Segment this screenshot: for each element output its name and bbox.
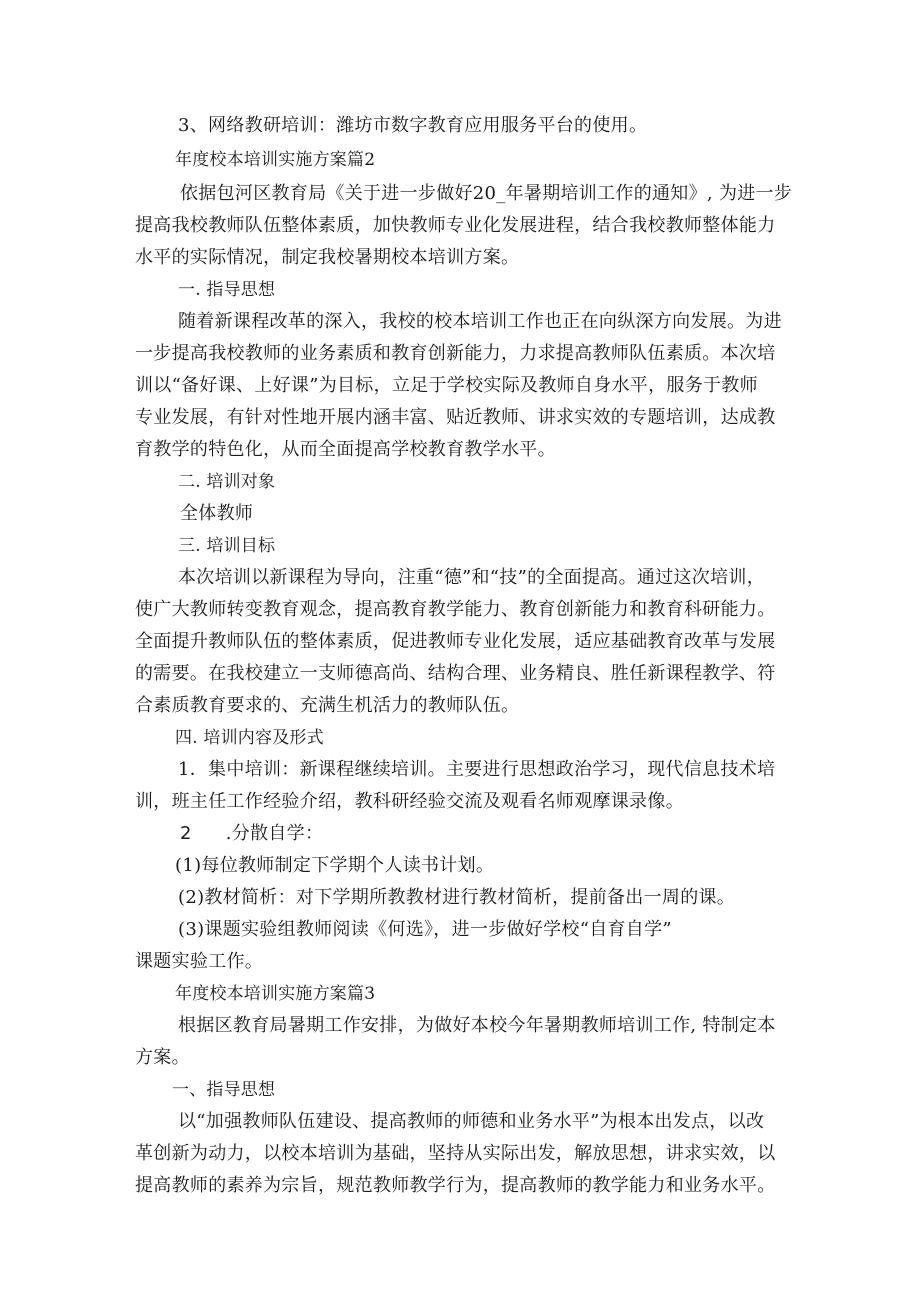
paragraph-line: 育教学的特色化，从而全面提高学校教育教学水平。 [135,439,556,460]
list-item: (1)每位教师制定下学期个人读书计划。 [175,855,495,876]
paragraph-line: 提高教师的素养为宗旨，规范教师教学行为，提高教师的教学能力和业务水平。 [135,1175,776,1196]
paragraph-line: 革创新为动力，以校本培训为基础，坚持从实际出发，解放思想，讲求实效，以 [135,1143,776,1164]
paragraph-line: 一步提高我校教师的业务素质和教育创新能力，力求提高教师队伍素质。本次培 [135,343,776,364]
heading-guiding-idea-2: 一、指导思想 [172,1080,276,1100]
paragraph-line: 随着新课程改革的深入，我校的校本培训工作也正在向纵深方向发展。为进 [178,311,782,332]
list-item-label: .分散自学： [225,823,324,844]
paragraph-line: 训，班主任工作经验介绍，教科研经验交流及观看名师观摩课录像。 [135,791,684,812]
paragraph-line: 合素质教育要求的、充满生机活力的教师队伍。 [135,695,520,716]
paragraph-line: 课题实验工作。 [135,951,264,972]
heading-guiding-idea: 一. 指导思想 [178,280,276,300]
paragraph-line: 本次培训以新课程为导向，注重“德”和“技”的全面提高。通过这次培训， [178,567,766,588]
list-item-self-study [180,822,323,846]
paragraph-line: 方案。 [135,1047,190,1068]
heading-training-target: 二. 培训对象 [178,472,276,492]
heading-training-goal: 三. 培训目标 [178,536,276,556]
paragraph-line: 专业发展，有针对性地开展内涵丰富、贴近教师、讲求实效的专题培训，达成教 [135,407,776,428]
paragraph-line: 训以“备好课、上好课”为目标，立足于学校实际及教师自身水平，服务于教师 [135,375,758,396]
paragraph-line: 提高我校教师队伍整体素质，加快教师专业化发展进程，结合我校教师整体能力 [135,215,776,236]
paragraph-line: 根据区教育局暑期工作安排，为做好本校今年暑期教师培训工作, 特制定本 [178,1015,776,1036]
list-number: 2 [180,823,192,844]
paragraph-line: 以“加强教师队伍建设、提高教师的师德和业务水平”为根本出发点，以改 [178,1111,765,1132]
section-title-part3: 年度校本培训实施方案篇3 [175,984,376,1004]
paragraph-line: 水平的实际情况，制定我校暑期校本培训方案。 [135,247,520,268]
heading-training-content: 四. 培训内容及形式 [175,728,324,748]
paragraph-line: 全体教师 [180,503,254,524]
paragraph-line: 使广大教师转变教育观念，提高教育教学能力、教育创新能力和教育科研能力。 [135,599,776,620]
paragraph-line: 1．集中培训：新课程继续培训。主要进行思想政治学习，现代信息技术培 [178,759,776,780]
section-title-part2: 年度校本培训实施方案篇2 [175,150,376,170]
list-item-network-training: 3、网络教研培训：潍坊市数字教育应用服务平台的使用。 [178,115,648,136]
list-item: (2)教材简析：对下学期所教教材进行教材简析，提前备出一周的课。 [178,887,736,908]
paragraph-line: 全面提升教师队伍的整体素质，促进教师专业化发展，适应基础教育改革与发展 [135,631,776,652]
paragraph-line: 依据包河区教育局《关于进一步做好20_年暑期培训工作的通知》, 为进一步 [180,183,793,204]
list-item: (3)课题实验组教师阅读《何选》，进一步做好学校“自育自学” [178,919,672,940]
paragraph-line: 的需要。在我校建立一支师德高尚、结构合理、业务精良、胜任新课程教学、符 [135,663,776,684]
